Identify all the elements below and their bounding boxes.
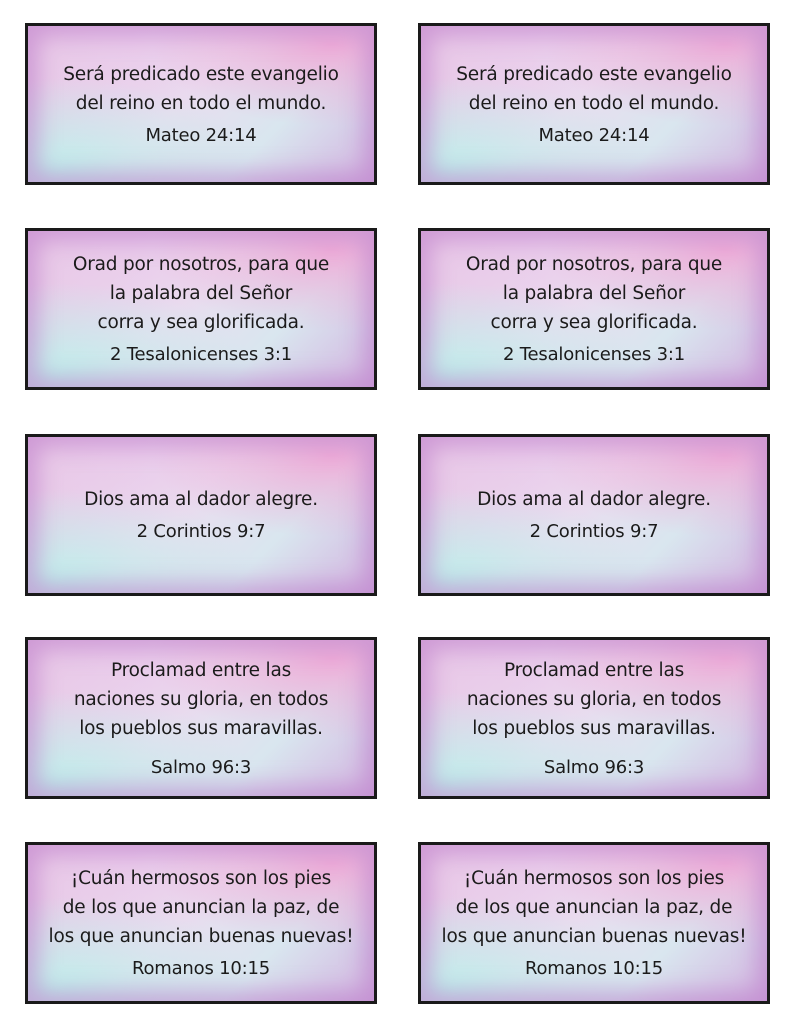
- verse-reference: Romanos 10:15: [131, 958, 271, 979]
- verse-card-corintios-right: [418, 434, 770, 596]
- verse-text: ¡Cuán hermosos son los pies de los que anuncian la paz, de los que anuncian buenas nuevas!: [441, 868, 747, 947]
- verse-text: Dios ama al dador alegre.: [477, 489, 711, 510]
- verse-text: Dios ama al dador alegre.: [84, 489, 318, 510]
- verse-reference: Romanos 10:15: [524, 958, 664, 979]
- verse-reference: 2 Tesalonicenses 3:1: [110, 344, 292, 365]
- verse-reference: 2 Corintios 9:7: [136, 521, 266, 542]
- verse-card-corintios-left: [25, 434, 377, 596]
- verse-card-mateo-left: [25, 23, 377, 185]
- verse-card-salmo-left: [25, 637, 377, 799]
- verse-text: Proclamad entre las naciones su gloria, en todos los pueblos sus maravillas.: [466, 659, 722, 739]
- verse-text: Proclamad entre las naciones su gloria, en todos los pueblos sus maravillas.: [73, 659, 329, 739]
- verse-text: Será predicado este evangelio del reino en todo el mundo.: [456, 63, 732, 114]
- verse-card-romanos-right: [418, 842, 770, 1004]
- verse-text: Orad por nosotros, para que la palabra del Señor corra y sea glorificada.: [465, 254, 723, 333]
- verse-reference: Mateo 24:14: [145, 124, 257, 146]
- verse-text: ¡Cuán hermosos son los pies de los que anuncian la paz, de los que anuncian buenas nuevas!: [48, 868, 354, 947]
- verse-card-romanos-left: [25, 842, 377, 1004]
- verse-reference: Mateo 24:14: [538, 124, 650, 146]
- verse-card-salmo-right: [418, 637, 770, 799]
- verse-card-tesalonicenses-right: [418, 228, 770, 390]
- verse-reference: 2 Tesalonicenses 3:1: [503, 344, 685, 365]
- verse-card-tesalonicenses-left: [25, 228, 377, 390]
- verse-text: Será predicado este evangelio del reino en todo el mundo.: [63, 63, 339, 114]
- verse-reference: Salmo 96:3: [150, 756, 252, 778]
- verse-reference: 2 Corintios 9:7: [529, 521, 659, 542]
- verse-card-mateo-right: [418, 23, 770, 185]
- verse-reference: Salmo 96:3: [543, 756, 645, 778]
- verse-text: Orad por nosotros, para que la palabra del Señor corra y sea glorificada.: [72, 254, 330, 333]
